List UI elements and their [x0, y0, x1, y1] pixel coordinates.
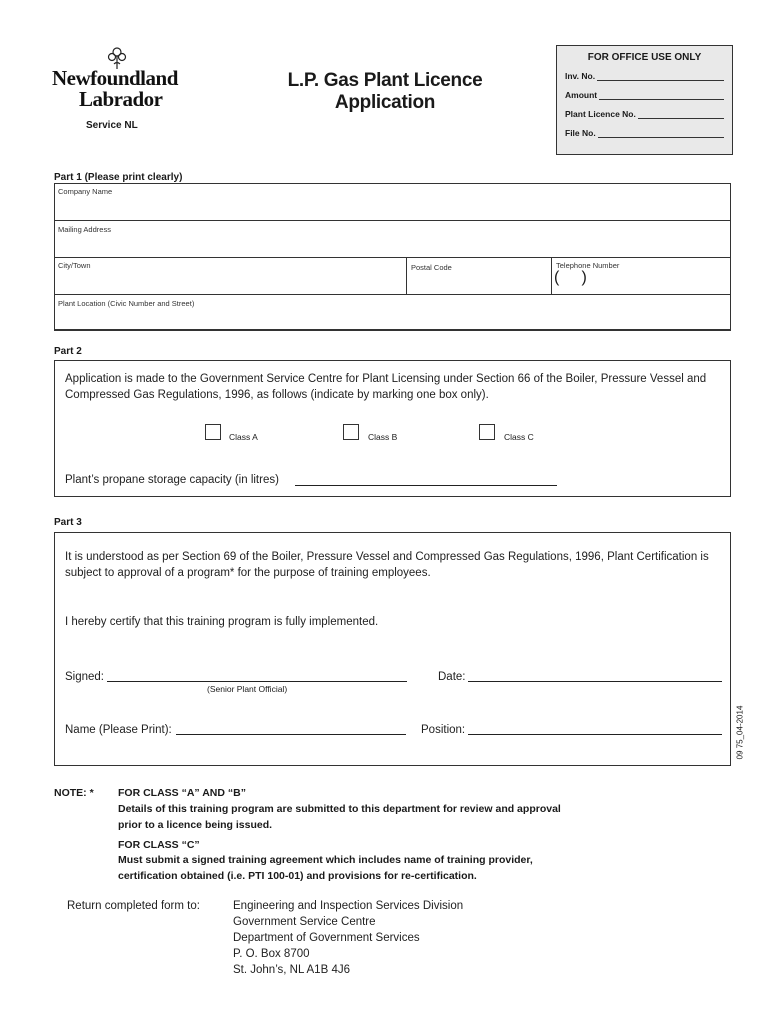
part3-box [54, 532, 731, 766]
class-a-checkbox[interactable] [205, 424, 221, 440]
return-line: Engineering and Inspection Services Division [233, 900, 464, 912]
note-c-head: FOR CLASS “C” [118, 839, 200, 851]
capacity-label: Plant’s propane storage capacity (in litres) [65, 474, 279, 486]
service-nl-label: Service NL [86, 120, 138, 131]
logo-labrador: Labrador [79, 87, 163, 111]
capacity-input-line[interactable] [295, 485, 557, 486]
office-field-inv: Inv. No. [565, 71, 724, 81]
part2-label: Part 2 [54, 346, 82, 357]
note-label: NOTE: * [54, 787, 94, 799]
position-line[interactable] [468, 734, 722, 735]
mailing-address-field[interactable]: Mailing Address [54, 220, 731, 258]
class-b-label: Class B [368, 432, 398, 442]
office-field-amount: Amount [565, 90, 724, 100]
office-use-heading: FOR OFFICE USE ONLY [587, 52, 702, 63]
form-code: 09 75_04-2014 [735, 705, 745, 760]
return-address [233, 898, 463, 978]
office-field-licence: Plant Licence No. [565, 109, 724, 119]
class-a-label: Class A [229, 432, 258, 442]
name-line[interactable] [176, 734, 406, 735]
class-c-label: Class C [504, 432, 534, 442]
part1-label: Part 1 (Please print clearly) [54, 172, 183, 183]
area-code-parens: ( ) [554, 269, 587, 286]
name-label: Name (Please Print): [65, 724, 172, 736]
note-ab-head: FOR CLASS “A” AND “B” [118, 787, 246, 799]
part1-table [54, 183, 731, 330]
part2-box [54, 360, 731, 497]
city-town-field[interactable]: City/Town [54, 257, 407, 295]
class-c-checkbox[interactable] [479, 424, 495, 440]
date-label: Date: [438, 671, 466, 683]
part3-text: It is understood as per Section 69 of the Boiler, Pressure Vessel and Compressed Gas Regulations, 1996, Plant Certification is subject to approval of a program* for the purpose of training employees. [65, 551, 709, 579]
return-line: P. O. Box 8700 [233, 948, 310, 960]
date-line[interactable] [468, 681, 722, 682]
certify-text: I hereby certify that this training program is fully implemented. [65, 616, 379, 628]
part3-label: Part 3 [54, 517, 82, 528]
return-line: Department of Government Services [233, 932, 420, 944]
signed-label: Signed: [65, 671, 105, 683]
note-c-line1: Must submit a signed training agreement which includes name of training provider, [118, 854, 533, 866]
postal-code-field[interactable]: Postal Code [406, 257, 552, 295]
form-title-line1: L.P. Gas Plant Licence [287, 70, 483, 91]
company-name-field[interactable]: Company Name [54, 183, 731, 221]
return-line: St. John’s, NL A1B 4J6 [233, 964, 350, 976]
note-ab-line2: prior to a licence being issued. [118, 819, 273, 831]
office-use-box [556, 45, 733, 155]
logo [52, 44, 182, 114]
position-label: Position: [421, 724, 466, 736]
form-title-line2: Application [334, 92, 436, 113]
office-fields [557, 71, 732, 138]
return-line: Government Service Centre [233, 916, 376, 928]
signed-sublabel: (Senior Plant Official) [207, 684, 288, 694]
note-ab-line1: Details of this training program are submitted to this department for review and approval [118, 803, 561, 815]
return-label: Return completed form to: [67, 900, 200, 912]
class-b-checkbox[interactable] [343, 424, 359, 440]
plant-location-field[interactable]: Plant Location (Civic Number and Street) [54, 294, 731, 331]
part2-text: Application is made to the Government Service Centre for Plant Licensing under Section 66 of the Boiler, Pressure Vessel and Compressed Gas Regulations, 1996, as follows (indicate by marking one box only). [65, 373, 707, 401]
logo-newfoundland: Newfoundland [52, 66, 178, 90]
signed-line[interactable] [107, 681, 407, 682]
telephone-field[interactable]: Telephone Number ( ) [551, 257, 731, 295]
office-field-file: File No. [565, 128, 724, 138]
note-c-line2: certification obtained (i.e. PTI 100-01) and provisions for re-certification. [118, 870, 477, 882]
